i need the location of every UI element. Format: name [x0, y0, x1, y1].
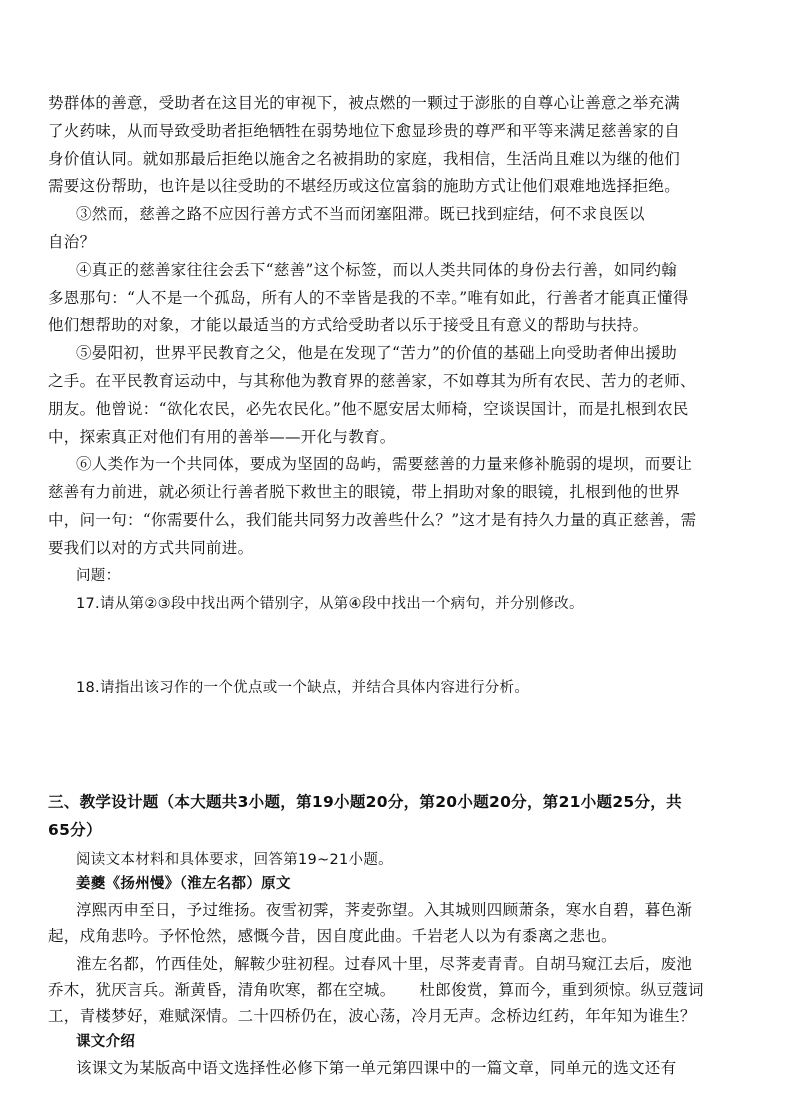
question-18: 18.请指出该习作的一个优点或一个缺点，并结合具体内容进行分析。	[76, 680, 530, 696]
poem-text: 工，青楼梦好，难赋深情。二十四桥仍在，波心荡，冷月无声。念桥边红药，年年知为谁生？	[48, 1007, 696, 1025]
essay-paragraph-5: 之手。在平民教育运动中，与其称他为教育界的慈善家，不如尊其为所有农民、苦力的老师、	[48, 372, 696, 390]
essay-paragraph-6: ⑥人类作为一个共同体，要成为坚固的岛屿，需要慈善的力量来修补脆弱的堤坝，而要让	[76, 455, 693, 473]
course-heading: 课文介绍	[76, 1034, 136, 1050]
essay-paragraph-5: 朋友。他曾说：“欲化农民，必先农民化。”他不愿安居太师椅，空谈误国计，而是扎根到农民	[48, 400, 689, 418]
essay-paragraph-5: ⑤晏阳初，世界平民教育之父，他是在发现了“苦力”的价值的基础上向受助者伸出援助	[76, 344, 678, 362]
essay-line: 了火药味，从而导致受助者拒绝牺牲在弱势地位下愈显珍贵的尊严和平等来满足慈善家的自	[48, 122, 681, 140]
essay-paragraph-6: 要我们以对的方式共同前进。	[48, 539, 254, 557]
poem-preface: 起，戍角悲吟。予怀怆然，感慨今昔，因自度此曲。千岩老人以为有黍离之悲也。	[48, 927, 617, 945]
essay-paragraph-6: 慈善有力前进，就必须让行善者脱下救世主的眼镜，带上捐助对象的眼镜，扎根到他的世界	[48, 483, 681, 501]
poem-preface: 淳熙丙申至日，予过维扬。夜雪初霁，荠麦弥望。入其城则四顾萧条，寒水自碧，暮色渐	[76, 901, 693, 919]
poem-text: 淮左名都，竹西佳处，解鞍少驻初程。过春风十里，尽荠麦青青。自胡马窥江去后，废池	[76, 955, 693, 973]
essay-paragraph-4: ④真正的慈善家往往会丢下“慈善”这个标签，而以人类共同体的身份去行善，如同约翰	[76, 261, 678, 279]
section-heading: 三、教学设计题（本大题共3小题，第19小题20分，第20小题20分，第21小题25分，共	[48, 793, 682, 811]
source-title: 姜夔《扬州慢》（淮左名都）原文	[76, 876, 291, 892]
poem-text: 乔木，犹厌言兵。渐黄昏，清角吹寒，都在空城。 杜郎俊赏，算而今，重到须惊。纵豆蔻词	[48, 981, 704, 999]
course-text: 该课文为某版高中语文选择性必修下第一单元第四课中的一篇文章，同单元的选文还有	[76, 1059, 677, 1077]
essay-line: 势群体的善意，受助者在这目光的审视下，被点燃的一颗过于澎胀的自尊心让善意之举充满	[48, 94, 681, 112]
essay-paragraph-3: 自治？	[48, 233, 96, 251]
instruction-text: 阅读文本材料和具体要求，回答第19~21小题。	[76, 852, 393, 868]
section-heading: 65分）	[48, 821, 102, 839]
questions-label: 问题：	[76, 568, 121, 584]
question-17: 17.请从第②③段中找出两个错别字，从第④段中找出一个病句，并分别修改。	[76, 596, 584, 612]
essay-line: 需要这份帮助，也许是以往受助的不堪经历或这位富翁的施助方式让他们艰难地选择拒绝。	[48, 177, 681, 195]
essay-paragraph-3: ③然而，慈善之路不应因行善方式不当而闭塞阻滞。既已找到症结，何不求良医以	[76, 205, 645, 223]
essay-paragraph-4: 多恩那句：“人不是一个孤岛，所有人的不幸皆是我的不幸。”唯有如此，行善者才能真正懂得	[48, 289, 689, 307]
essay-paragraph-4: 他们想帮助的对象，才能以最适当的方式给受助者以乐于接受且有意义的帮助与扶持。	[48, 316, 649, 334]
essay-paragraph-6: 中，问一句：“你需要什么，我们能共同努力改善些什么？”这才是有持久力量的真正慈善，需	[48, 511, 697, 529]
essay-paragraph-5: 中，探索真正对他们有用的善举——开化与教育。	[48, 428, 396, 446]
essay-line: 身价值认同。就如那最后拒绝以施舍之名被捐助的家庭，我相信，生活尚且难以为继的他们	[48, 150, 681, 168]
